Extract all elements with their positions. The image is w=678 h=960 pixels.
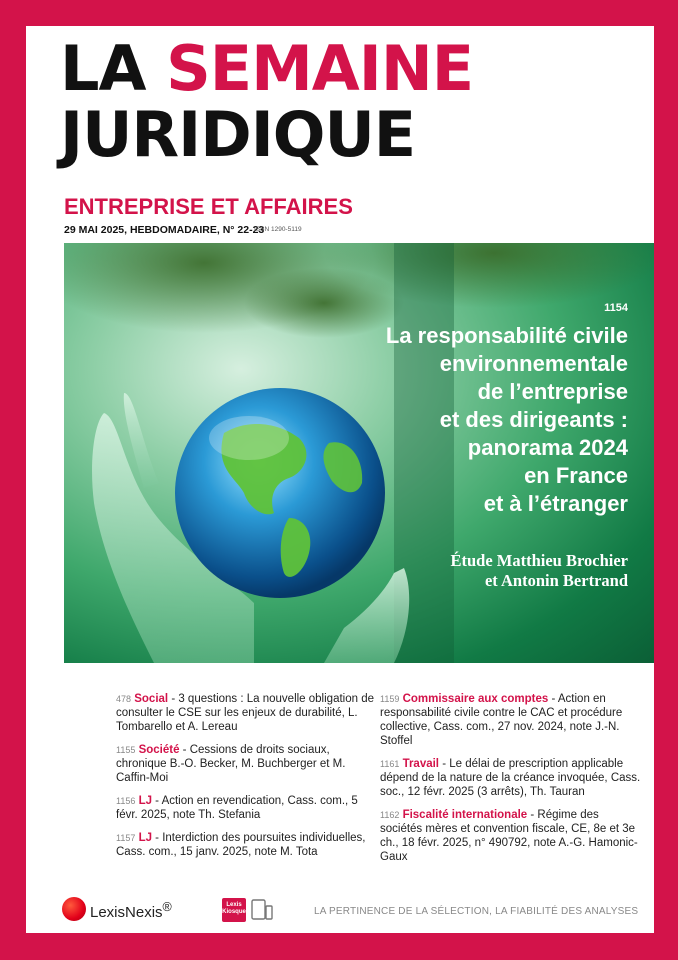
- cover-authors: [328, 551, 628, 591]
- edition-label: ENTREPRISE ET AFFAIRES: [64, 194, 353, 219]
- author-line: et Antonin Bertrand: [484, 571, 628, 590]
- contents-left-column: [116, 692, 378, 868]
- headline-line: panorama 2024: [467, 435, 628, 460]
- headline-line: de l’entreprise: [477, 379, 628, 404]
- entry-description: - Cessions de droits sociaux, chronique B.-O. Becker, M. Buchberger et M. Caffin-Moi: [116, 744, 346, 784]
- entry-category: LJ: [138, 795, 152, 807]
- masthead-line-1: [60, 32, 474, 105]
- masthead-prefix: LA: [60, 32, 146, 105]
- entry-description: - Interdiction des poursuites individuelles, Cass. com., 15 janv. 2025, note M. Tota: [116, 832, 366, 858]
- contents-entry[interactable]: [116, 831, 378, 859]
- entry-number: 478: [116, 694, 132, 704]
- cover-headline[interactable]: [298, 322, 628, 518]
- entry-description: - Le délai de prescription applicable dépend de la nature de la créance invoquée, Cass. soc., 12 févr. 2025 (3 arrêts), Th. Tauran: [380, 758, 641, 798]
- entry-number: 1161: [380, 759, 400, 769]
- headline-line: et à l’étranger: [483, 491, 628, 516]
- contents-entry[interactable]: [380, 692, 642, 748]
- publisher-logo[interactable]: [62, 897, 192, 921]
- contents-entry[interactable]: [116, 743, 378, 785]
- kiosque-label-bottom: Kiosque: [222, 909, 246, 915]
- entry-category: Commissaire aux comptes: [402, 693, 549, 705]
- entry-description: - Action en responsabilité civile contre le CAC et procédure collective, Cass. com., 27 nov. 2024, note J.-N. Stoffel: [380, 693, 623, 747]
- entry-category: Social: [134, 693, 169, 705]
- entry-number: 1159: [380, 694, 400, 704]
- entry-category: Fiscalité internationale: [402, 809, 528, 821]
- entry-number: 1156: [116, 796, 136, 806]
- headline-line: La responsabilité civile: [385, 323, 628, 348]
- author-line: Étude Matthieu Brochier: [450, 551, 628, 570]
- issn: ISSN 1290-5119: [254, 226, 302, 233]
- headline-line: et des dirigeants :: [439, 407, 628, 432]
- headline-line: en France: [524, 463, 628, 488]
- cover-article-number: 1154: [604, 302, 628, 314]
- lexis-kiosque-icon[interactable]: [222, 898, 246, 922]
- frame-bottom: [0, 933, 678, 960]
- entry-number: 1162: [380, 810, 400, 820]
- entry-number: 1155: [116, 745, 136, 755]
- contents-entry[interactable]: [380, 757, 642, 799]
- entry-number: 1157: [116, 833, 136, 843]
- entry-description: - Régime des sociétés mères et convention fiscale, CE, 8e et 3e ch., 18 févr. 2025, n° 490792, note A.-G. Hamonic-Gaux: [380, 809, 638, 863]
- contents-right-column: [380, 692, 642, 873]
- contents-entry[interactable]: [116, 692, 378, 734]
- issue-date: 29 MAI 2025, HEBDOMADAIRE, N° 22-23: [64, 224, 265, 236]
- headline-line: environnementale: [439, 351, 628, 376]
- kiosque-label-top: Lexis: [226, 902, 242, 908]
- publisher-registered-mark: ®: [162, 900, 172, 914]
- publisher-wordmark: LexisNexis: [90, 904, 163, 921]
- kiosque-label: [222, 902, 246, 916]
- contents-entry[interactable]: [116, 794, 378, 822]
- entry-category: LJ: [138, 832, 152, 844]
- globe-highlight: [209, 416, 289, 460]
- tagline: LA PERTINENCE DE LA SÉLECTION, LA FIABILITÉ DES ANALYSES: [314, 906, 639, 917]
- masthead-accent: SEMAINE: [166, 32, 474, 105]
- frame-left: [0, 0, 26, 960]
- entry-category: Travail: [402, 758, 440, 770]
- publisher-name: [90, 900, 172, 921]
- masthead-line-2: JURIDIQUE: [60, 98, 416, 171]
- entry-description: - 3 questions : La nouvelle obligation de consulter le CSE sur les enjeux de durabilité, L. Tombarello et A. Lereau: [116, 693, 374, 733]
- contents-entry[interactable]: [380, 808, 642, 864]
- entry-category: Société: [138, 744, 180, 756]
- frame-top: [0, 0, 678, 26]
- lexisnexis-logo-icon: [62, 897, 86, 921]
- entry-description: - Action en revendication, Cass. com., 5 févr. 2025, note Th. Stefania: [116, 795, 358, 821]
- devices-icon: [250, 897, 274, 921]
- frame-right: [654, 0, 678, 960]
